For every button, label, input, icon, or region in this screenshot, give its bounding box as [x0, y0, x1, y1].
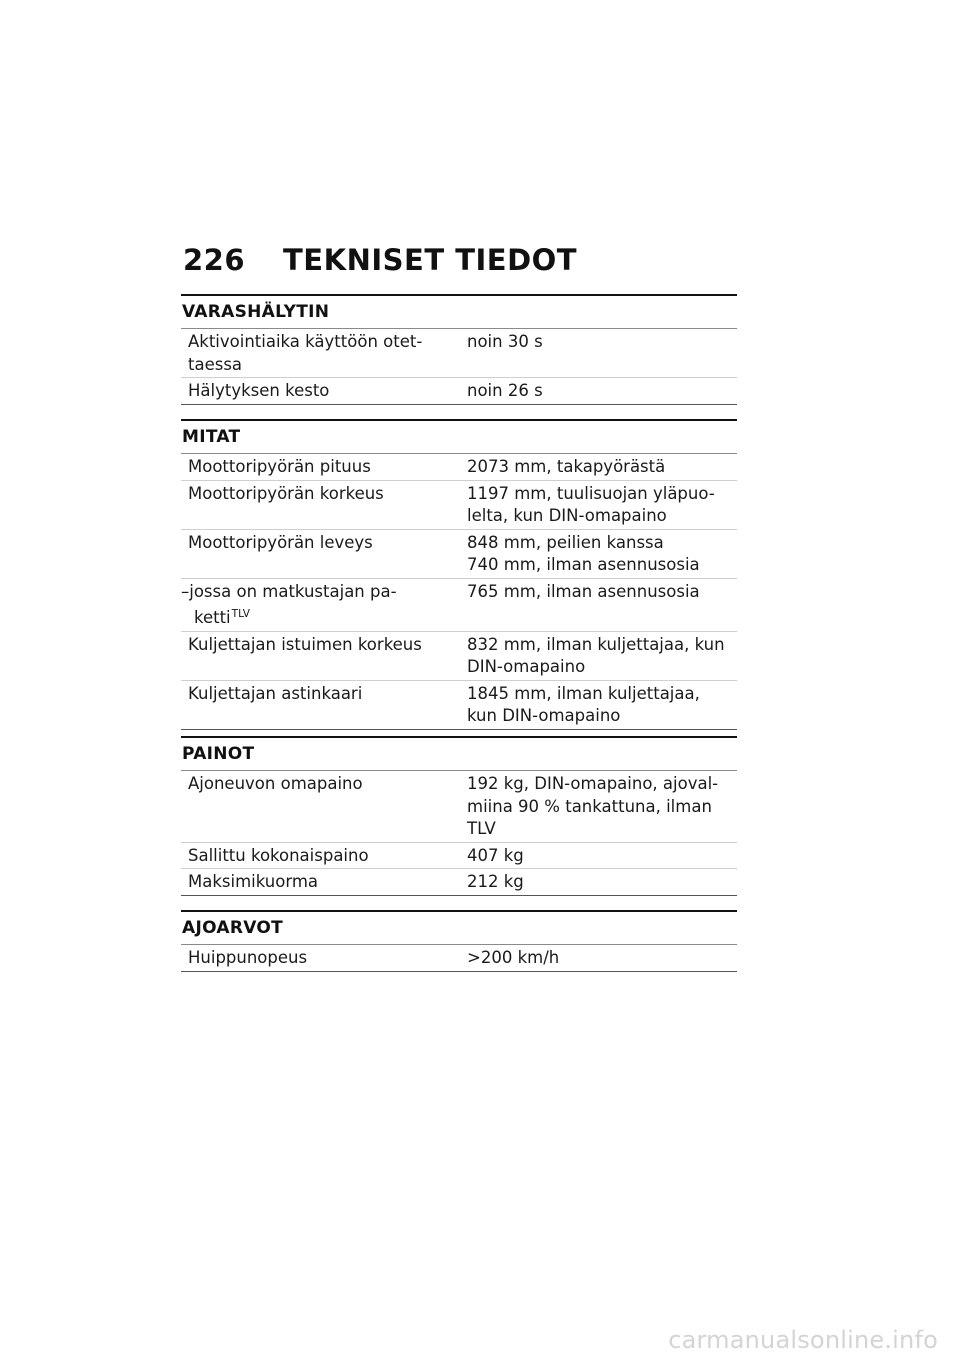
section-title: PAINOT	[182, 744, 255, 764]
table-row	[181, 869, 737, 896]
spec-value: 2073 mm, takapyörästä	[467, 457, 666, 476]
spec-table	[181, 944, 737, 972]
spec-value: >200 km/h	[467, 948, 560, 967]
spec-label: Kuljettajan astinkaari	[181, 680, 459, 729]
table-row	[181, 454, 737, 481]
table-row	[181, 480, 737, 529]
spec-label: Aktivointiaika käyttöön otet- taessa	[188, 332, 423, 374]
option-superscript: TLV	[231, 608, 250, 620]
table-row	[181, 842, 737, 869]
page-title: TEKNISET TIEDOT	[283, 243, 578, 277]
table-row	[181, 680, 737, 729]
spec-value: noin 30 s	[467, 332, 543, 351]
table-row	[181, 771, 737, 843]
spec-label: Hälytyksen kesto	[181, 378, 459, 405]
section-weights	[181, 736, 737, 896]
section-dimensions	[181, 419, 737, 730]
section-title: MITAT	[182, 427, 241, 447]
spec-value: 848 mm, peilien kanssa 740 mm, ilman asennusosia	[459, 529, 737, 578]
watermark: carmanualsonline.info	[668, 1326, 938, 1354]
spec-value: 212 kg	[459, 869, 737, 896]
spec-label: Moottoripyörän korkeus	[181, 480, 459, 529]
table-row	[181, 945, 737, 972]
table-row	[181, 378, 737, 405]
section-title: VARASHÄLYTIN	[182, 302, 330, 322]
spec-label: Moottoripyörän pituus	[188, 457, 371, 476]
table-row	[181, 529, 737, 578]
spec-table	[181, 328, 737, 405]
spec-label: Moottoripyörän leveys	[181, 529, 459, 578]
spec-value: 192 kg, DIN-omapaino, ajoval- miina 90 % tankattuna, ilman TLV	[467, 774, 719, 838]
spec-value: noin 26 s	[459, 378, 737, 405]
spec-value: 765 mm, ilman asennusosia	[459, 578, 737, 631]
spec-label: Huippunopeus	[188, 948, 308, 967]
spec-table	[181, 453, 737, 730]
spec-label: Kuljettajan istuimen korkeus	[181, 631, 459, 680]
page-number: 226	[183, 243, 246, 277]
spec-value: 832 mm, ilman kuljettajaa, kun DIN-omapaino	[459, 631, 737, 680]
spec-label: –jossa on matkustajan pa- ketti$^{TLV}$	[181, 578, 459, 631]
spec-label: Sallittu kokonaispaino	[181, 842, 459, 869]
table-row	[181, 578, 737, 631]
section-anti-theft-alarm	[181, 294, 737, 405]
spec-value: 1845 mm, ilman kuljettajaa, kun DIN-omapaino	[459, 680, 737, 729]
page-header	[183, 243, 577, 277]
spec-value: 407 kg	[459, 842, 737, 869]
section-performance	[181, 910, 737, 972]
spec-label: Maksimikuorma	[181, 869, 459, 896]
table-row	[181, 329, 737, 378]
table-row	[181, 631, 737, 680]
spec-value: 1197 mm, tuulisuojan yläpuo- lelta, kun DIN-omapaino	[459, 480, 737, 529]
spec-label: Ajoneuvon omapaino	[188, 774, 363, 793]
spec-table	[181, 770, 737, 896]
section-title: AJOARVOT	[182, 918, 284, 938]
